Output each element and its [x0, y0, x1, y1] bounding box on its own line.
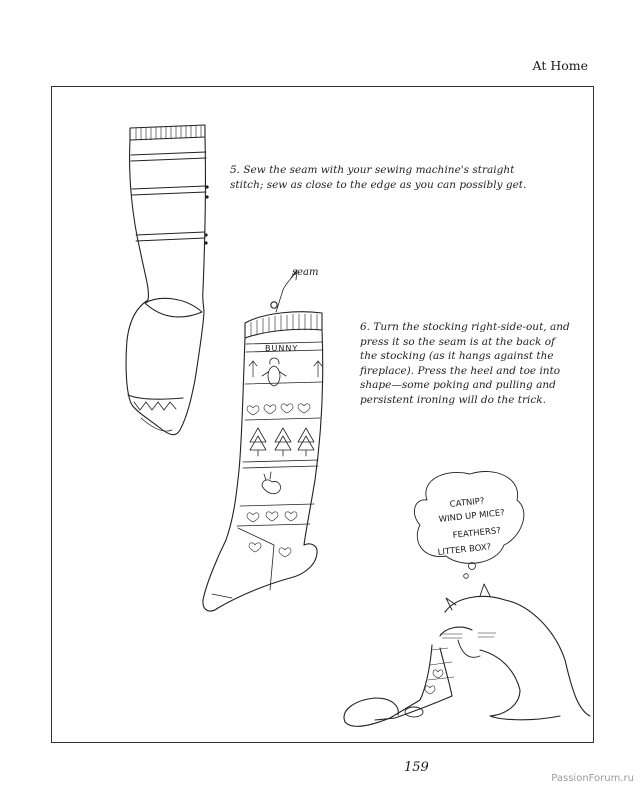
- seam-label: seam: [292, 267, 319, 278]
- step-5-instruction: 5. Sew the seam with your sewing machine's straight stitch; sew as close to the edge as you can possibly get.: [230, 164, 527, 191]
- inside-out-stocking-drawing: [126, 125, 208, 435]
- step-6-instruction: 6. Turn the stocking right-side-out, and press it so the seam is at the back of the stocking (as it hangs against the fireplace). Press the heel and toe into shape—some poking and pulling and persistent ironing will do the trick.: [360, 321, 570, 406]
- thought-line-litter-box: LITTER BOX?: [437, 542, 492, 558]
- thought-line-wind-up-mice: WIND UP MICE?: [438, 508, 506, 525]
- page-number: 159: [404, 760, 429, 775]
- thought-line-feathers: FEATHERS?: [452, 525, 502, 541]
- finished-stocking-drawing: [203, 270, 323, 611]
- thought-line-catnip: CATNIP?: [449, 496, 485, 510]
- watermark: PassionForum.ru: [551, 773, 634, 784]
- stocking-cuff-text: BUNNY: [265, 344, 299, 353]
- page-section-title: At Home: [532, 58, 588, 73]
